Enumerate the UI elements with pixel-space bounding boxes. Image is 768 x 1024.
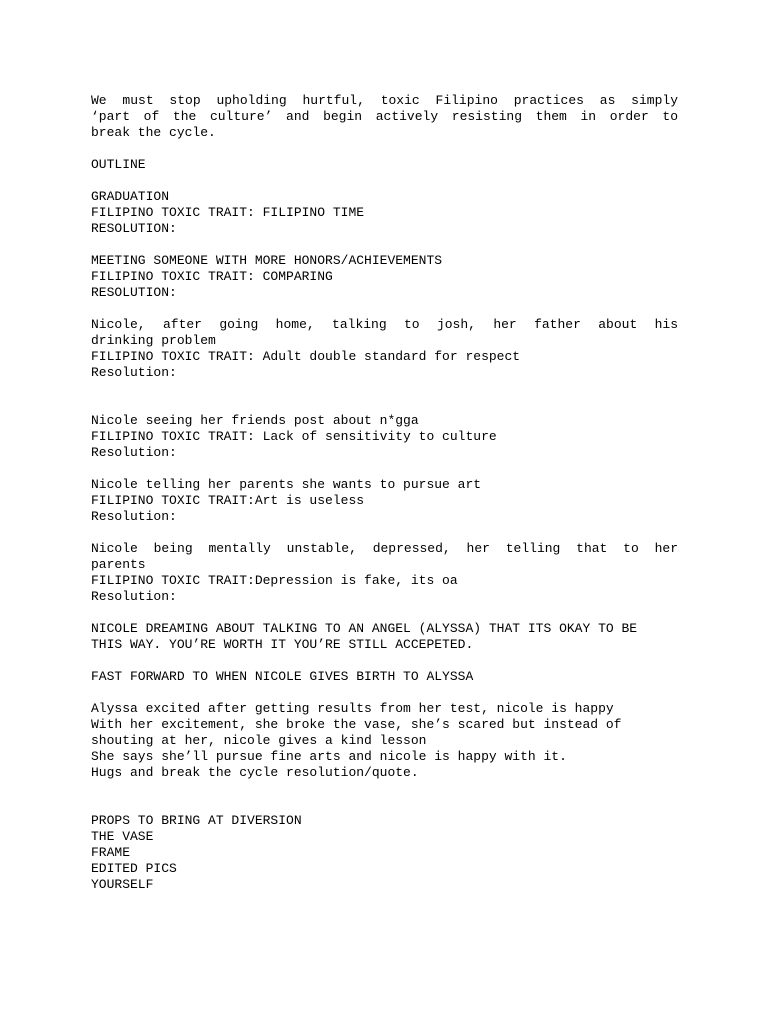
ending-line-5: Hugs and break the cycle resolution/quote. — [91, 765, 419, 780]
ending-line-2: With her excitement, she broke the vase, she’s scared but instead of — [91, 717, 622, 732]
scene-trait: FILIPINO TOXIC TRAIT: FILIPINO TIME — [91, 205, 365, 220]
props-item: THE VASE — [91, 829, 154, 844]
scene-title: Nicole, after going home, talking to josh, her father about his — [91, 317, 678, 332]
scene-block — [91, 253, 678, 301]
props-list — [91, 813, 678, 893]
dream-line-1: NICOLE DREAMING ABOUT TALKING TO AN ANGEL (ALYSSA) THAT ITS OKAY TO BE — [91, 621, 638, 636]
props-heading: PROPS TO BRING AT DIVERSION — [91, 813, 302, 828]
scene-block — [91, 189, 678, 237]
fast-forward-line: FAST FORWARD TO WHEN NICOLE GIVES BIRTH TO ALYSSA — [91, 669, 474, 684]
scene-resolution: Resolution: — [91, 445, 177, 460]
scene-resolution: Resolution: — [91, 365, 177, 380]
scene-title-continued: parents — [91, 557, 146, 572]
scene-resolution: Resolution: — [91, 589, 177, 604]
scene-title: Nicole being mentally unstable, depressed, her telling that to her — [91, 541, 678, 556]
intro-paragraph — [91, 93, 678, 141]
scene-title: Nicole telling her parents she wants to pursue art — [91, 477, 482, 492]
dream-paragraph — [91, 621, 678, 653]
scene-block — [91, 541, 678, 605]
scene-block — [91, 413, 678, 461]
props-item: EDITED PICS — [91, 861, 177, 876]
props-item: YOURSELF — [91, 877, 154, 892]
ending-line-1: Alyssa excited after getting results from her test, nicole is happy — [91, 701, 614, 716]
scene-trait: FILIPINO TOXIC TRAIT: Adult double standard for respect — [91, 349, 521, 364]
outline-heading: OUTLINE — [91, 157, 146, 172]
ending-line-4: She says she’ll pursue fine arts and nicole is happy with it. — [91, 749, 567, 764]
intro-line-1: We must stop upholding hurtful, toxic Filipino practices as simply — [91, 93, 678, 108]
scene-title: GRADUATION — [91, 189, 170, 204]
scene-title: Nicole seeing her friends post about n*gga — [91, 413, 419, 428]
scene-title: MEETING SOMEONE WITH MORE HONORS/ACHIEVEMENTS — [91, 253, 443, 268]
scene-trait: FILIPINO TOXIC TRAIT: COMPARING — [91, 269, 333, 284]
scene-trait: FILIPINO TOXIC TRAIT: Lack of sensitivity to culture — [91, 429, 497, 444]
scene-resolution: RESOLUTION: — [91, 285, 177, 300]
scene-trait: FILIPINO TOXIC TRAIT:Art is useless — [91, 493, 365, 508]
ending-paragraph — [91, 701, 678, 781]
scene-trait: FILIPINO TOXIC TRAIT:Depression is fake, its oa — [91, 573, 458, 588]
scene-resolution: RESOLUTION: — [91, 221, 177, 236]
scene-title-continued: drinking problem — [91, 333, 216, 348]
scene-resolution: Resolution: — [91, 509, 177, 524]
props-item: FRAME — [91, 845, 131, 860]
dream-line-2: THIS WAY. YOU’RE WORTH IT YOU’RE STILL ACCEPETED. — [91, 637, 474, 652]
intro-line-3: break the cycle. — [91, 125, 216, 140]
scene-block — [91, 317, 678, 381]
intro-line-2: ‘part of the culture’ and begin actively resisting them in order to — [91, 109, 678, 124]
ending-line-3: shouting at her, nicole gives a kind lesson — [91, 733, 427, 748]
scene-block — [91, 477, 678, 525]
document-page — [91, 93, 678, 893]
